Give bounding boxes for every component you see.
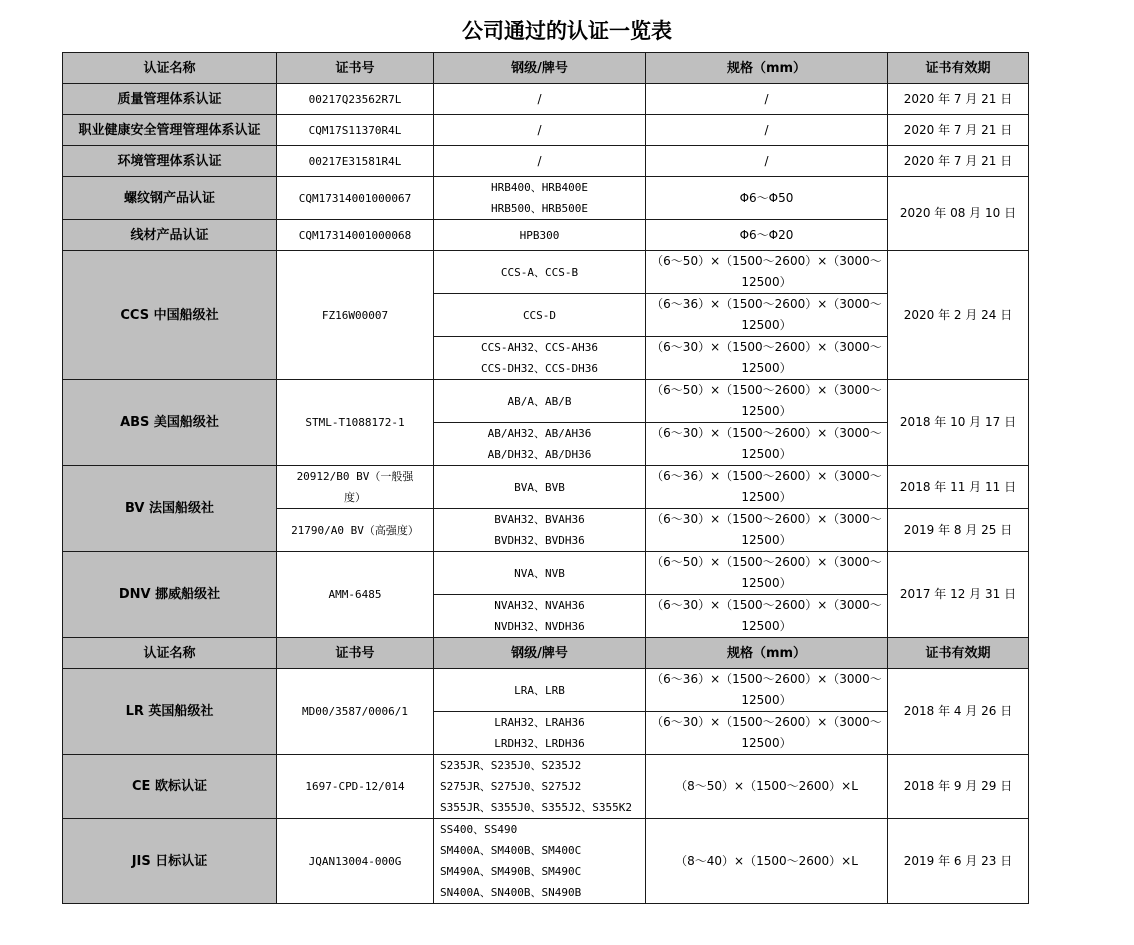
cert-number: CQM17314001000067 <box>277 177 434 220</box>
spec-line: （6～36）×（1500～2600）×（3000～ <box>651 297 882 311</box>
spec-line: 12500） <box>741 361 792 375</box>
table-row <box>63 819 1029 904</box>
grade: / <box>434 84 646 115</box>
cert-number: CQM17S11370R4L <box>277 115 434 146</box>
grade-line: CCS-AH32、CCS-AH36 <box>481 341 598 354</box>
spec: （8～40）×（1500～2600）×L <box>646 819 888 904</box>
certification-table <box>62 52 1029 904</box>
table-row <box>63 251 1029 294</box>
spec-line: 12500） <box>741 736 792 750</box>
spec-line: 12500） <box>741 447 792 461</box>
cert-number: 21790/A0 BV（高强度） <box>277 509 434 552</box>
table-row <box>63 115 1029 146</box>
grade-line: NVDH32、NVDH36 <box>494 620 585 633</box>
cert-line: 20912/B0 BV（一般强 <box>296 470 414 483</box>
spec-line: （6～30）×（1500～2600）×（3000～ <box>651 715 882 729</box>
header-name: 认证名称 <box>63 638 277 669</box>
table-row <box>63 380 1029 423</box>
spec-line: （6～50）×（1500～2600）×（3000～ <box>651 555 882 569</box>
grade: / <box>434 146 646 177</box>
grade <box>434 819 646 904</box>
grade <box>434 595 646 638</box>
cert-name: CE 欧标认证 <box>63 755 277 819</box>
table-row <box>63 466 1029 509</box>
spec-line: （6～30）×（1500～2600）×（3000～ <box>651 426 882 440</box>
grade-line: CCS-DH32、CCS-DH36 <box>481 362 598 375</box>
header-cert-no: 证书号 <box>277 638 434 669</box>
cert-name: CCS 中国船级社 <box>63 251 277 380</box>
cert-number: 00217Q23562R7L <box>277 84 434 115</box>
spec-line: （6～36）×（1500～2600）×（3000～ <box>651 469 882 483</box>
cert-name: BV 法国船级社 <box>63 466 277 552</box>
validity-date: 2017 年 12 月 31 日 <box>888 552 1029 638</box>
grade: CCS-A、CCS-B <box>434 251 646 294</box>
spec-line: 12500） <box>741 533 792 547</box>
spec-line: （6～30）×（1500～2600）×（3000～ <box>651 598 882 612</box>
grade-line: S275JR、S275J0、S275J2 <box>440 780 582 793</box>
grade-line: SS400、SS490 <box>440 823 518 836</box>
grade: HPB300 <box>434 220 646 251</box>
validity-date: 2018 年 11 月 11 日 <box>888 466 1029 509</box>
header-spec: 规格（mm） <box>646 53 888 84</box>
grade-line: HRB400、HRB400E <box>490 181 589 194</box>
spec <box>646 669 888 712</box>
validity-date: 2019 年 6 月 23 日 <box>888 819 1029 904</box>
table-row <box>63 220 1029 251</box>
grade: AB/A、AB/B <box>434 380 646 423</box>
table-row <box>63 755 1029 819</box>
validity-date: 2020 年 2 月 24 日 <box>888 251 1029 380</box>
grade-line: NVAH32、NVAH36 <box>494 599 585 612</box>
cert-name: 螺纹钢产品认证 <box>63 177 277 220</box>
cert-number: FZ16W00007 <box>277 251 434 380</box>
spec-line: 12500） <box>741 619 792 633</box>
header-cert-no: 证书号 <box>277 53 434 84</box>
validity-date: 2020 年 7 月 21 日 <box>888 115 1029 146</box>
grade <box>434 509 646 552</box>
spec <box>646 251 888 294</box>
cert-name: JIS 日标认证 <box>63 819 277 904</box>
cert-number: STML-T1088172-1 <box>277 380 434 466</box>
spec-line: 12500） <box>741 490 792 504</box>
grade <box>434 337 646 380</box>
cert-number: CQM17314001000068 <box>277 220 434 251</box>
grade-line: SM400A、SM400B、SM400C <box>440 844 582 857</box>
spec <box>646 294 888 337</box>
cert-name: 质量管理体系认证 <box>63 84 277 115</box>
table-row <box>63 84 1029 115</box>
spec-line: （6～50）×（1500～2600）×（3000～ <box>651 254 882 268</box>
validity-date: 2020 年 7 月 21 日 <box>888 146 1029 177</box>
spec <box>646 712 888 755</box>
cert-name: ABS 美国船级社 <box>63 380 277 466</box>
spec: / <box>646 84 888 115</box>
grade-line: AB/DH32、AB/DH36 <box>487 448 592 461</box>
header-validity: 证书有效期 <box>888 638 1029 669</box>
spec: Φ6～Φ50 <box>646 177 888 220</box>
grade: / <box>434 115 646 146</box>
header-spec: 规格（mm） <box>646 638 888 669</box>
spec-line: （6～36）×（1500～2600）×（3000～ <box>651 672 882 686</box>
cert-number: 1697-CPD-12/014 <box>277 755 434 819</box>
header-grade: 钢级/牌号 <box>434 53 646 84</box>
cert-name: 环境管理体系认证 <box>63 146 277 177</box>
header-grade: 钢级/牌号 <box>434 638 646 669</box>
grade: BVA、BVB <box>434 466 646 509</box>
grade-line: BVAH32、BVAH36 <box>494 513 585 526</box>
spec <box>646 380 888 423</box>
grade-line: BVDH32、BVDH36 <box>494 534 585 547</box>
table-row <box>63 146 1029 177</box>
spec-line: （6～50）×（1500～2600）×（3000～ <box>651 383 882 397</box>
validity-date: 2018 年 9 月 29 日 <box>888 755 1029 819</box>
validity-date: 2019 年 8 月 25 日 <box>888 509 1029 552</box>
grade <box>434 712 646 755</box>
spec: （8～50）×（1500～2600）×L <box>646 755 888 819</box>
grade <box>434 755 646 819</box>
grade-line: HRB500、HRB500E <box>490 202 589 215</box>
document-title: 公司通过的认证一览表 <box>462 18 672 43</box>
spec-line: （6～30）×（1500～2600）×（3000～ <box>651 512 882 526</box>
table-row <box>63 552 1029 595</box>
validity-date: 2020 年 08 月 10 日 <box>888 177 1029 251</box>
grade-line: LRDH32、LRDH36 <box>494 737 585 750</box>
spec <box>646 595 888 638</box>
header-row <box>63 638 1029 669</box>
cert-number: 00217E31581R4L <box>277 146 434 177</box>
cert-number: JQAN13004-000G <box>277 819 434 904</box>
header-row <box>63 53 1029 84</box>
header-validity: 证书有效期 <box>888 53 1029 84</box>
cert-name: 线材产品认证 <box>63 220 277 251</box>
spec-line: 12500） <box>741 404 792 418</box>
spec: / <box>646 115 888 146</box>
grade <box>434 177 646 220</box>
grade: NVA、NVB <box>434 552 646 595</box>
grade <box>434 423 646 466</box>
cert-line: 度） <box>344 491 366 504</box>
cert-name: DNV 挪威船级社 <box>63 552 277 638</box>
spec <box>646 509 888 552</box>
grade-line: S235JR、S235J0、S235J2 <box>440 759 582 772</box>
spec-line: 12500） <box>741 693 792 707</box>
grade-line: S355JR、S355J0、S355J2、S355K2 <box>440 801 632 814</box>
spec-line: 12500） <box>741 318 792 332</box>
grade-line: AB/AH32、AB/AH36 <box>487 427 592 440</box>
grade: LRA、LRB <box>434 669 646 712</box>
validity-date: 2020 年 7 月 21 日 <box>888 84 1029 115</box>
spec <box>646 337 888 380</box>
header-name: 认证名称 <box>63 53 277 84</box>
spec <box>646 552 888 595</box>
spec-line: 12500） <box>741 275 792 289</box>
cert-number <box>277 466 434 509</box>
cert-name: 职业健康安全管理管理体系认证 <box>63 115 277 146</box>
grade-line: SN400A、SN400B、SN490B <box>440 886 582 899</box>
spec-line: （6～30）×（1500～2600）×（3000～ <box>651 340 882 354</box>
spec <box>646 466 888 509</box>
grade-line: LRAH32、LRAH36 <box>494 716 585 729</box>
spec: / <box>646 146 888 177</box>
table-row <box>63 177 1029 220</box>
validity-date: 2018 年 4 月 26 日 <box>888 669 1029 755</box>
table-row <box>63 669 1029 712</box>
spec: Φ6～Φ20 <box>646 220 888 251</box>
grade-line: SM490A、SM490B、SM490C <box>440 865 582 878</box>
cert-name: LR 英国船级社 <box>63 669 277 755</box>
spec-line: 12500） <box>741 576 792 590</box>
grade: CCS-D <box>434 294 646 337</box>
validity-date: 2018 年 10 月 17 日 <box>888 380 1029 466</box>
cert-number: MD00/3587/0006/1 <box>277 669 434 755</box>
cert-number: AMM-6485 <box>277 552 434 638</box>
spec <box>646 423 888 466</box>
